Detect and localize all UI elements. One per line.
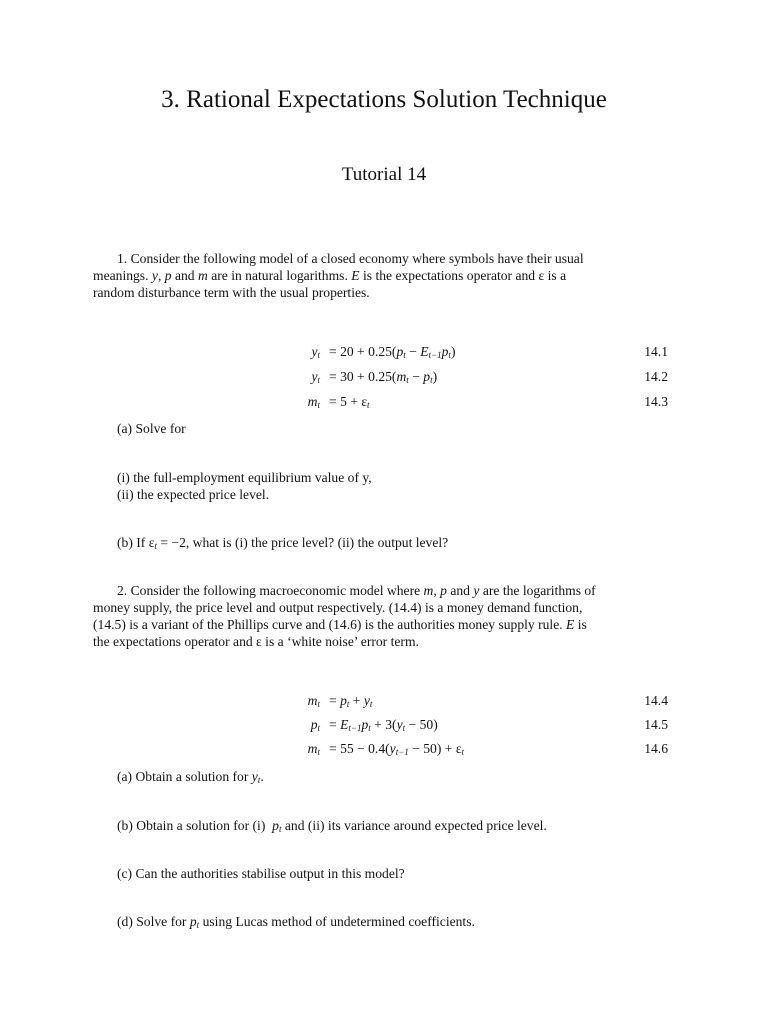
text: , <box>157 268 165 283</box>
var: y <box>251 769 258 784</box>
eq-number: 14.6 <box>644 741 668 756</box>
q1-intro <box>93 250 673 301</box>
eq-sub: t <box>317 747 320 757</box>
q1-part-a: (a) Solve for <box>117 421 186 436</box>
eq-rhs: = $E_{t-1}p_t + 3(y_t - 50)$ <box>329 717 438 733</box>
eq-lhs <box>240 716 320 737</box>
eq-rhs: = $55 - 0.4(y_{t-1} - 50) + \varepsilon_t$ <box>329 741 465 757</box>
var: p <box>272 818 279 833</box>
var-m: m <box>197 268 208 283</box>
var-p: p <box>164 268 172 283</box>
eq-sub: t <box>317 723 320 733</box>
q1-intro-line1: 1. Consider the following model of a closed economy where symbols have their usual <box>117 251 584 266</box>
q1-part-a-ii: (ii) the expected price level. <box>117 487 270 502</box>
eq-number: 14.2 <box>644 369 668 384</box>
eq-lhs <box>240 692 320 713</box>
q1-part-b <box>117 534 677 555</box>
text: using Lucas method of undetermined coefficients. <box>199 914 475 929</box>
text: (b) Obtain a solution for (i) <box>117 818 273 833</box>
text: 2. Consider the following macroeconomic model where <box>117 583 424 598</box>
eq-rhs: = $20 + 0.25(p_t - E_{t-1}p_t)$ <box>329 344 456 360</box>
q2-part-d <box>117 913 677 934</box>
eq-number: 14.5 <box>644 717 668 732</box>
eq-lhs <box>240 343 320 364</box>
text: and <box>446 583 474 598</box>
eq-lhs <box>240 368 320 389</box>
var-p: p <box>440 583 447 598</box>
eq-var: m <box>307 394 318 409</box>
eq-rhs: = $5 + \varepsilon_t$ <box>329 394 370 410</box>
q2-intro-line3 <box>93 616 673 633</box>
q1-intro-line2 <box>93 267 673 284</box>
page-title: 3. Rational Expectations Solution Technique <box>161 86 607 113</box>
eq-lhs <box>240 740 320 761</box>
var-E: E <box>566 617 575 632</box>
text: (14.5) is a variant of the Phillips curve and (14.6) is the authorities money supply rule. <box>93 617 567 632</box>
eq-number: 14.3 <box>644 394 668 409</box>
q1-intro-line3: random disturbance term with the usual properties. <box>93 285 370 300</box>
text: and (ii) its variance around expected price level. <box>281 818 547 833</box>
eq-sub: t <box>317 400 320 410</box>
eq-var: p <box>310 717 318 732</box>
q2-intro-line4: the expectations operator and ε is a ‘white noise’ error term. <box>93 634 419 649</box>
eq-rhs: = $p_t + y_t$ <box>329 693 373 709</box>
eq-number: 14.4 <box>644 693 668 708</box>
var-m: m <box>423 583 434 598</box>
text: . <box>260 769 264 784</box>
q2-intro <box>93 582 673 650</box>
text: is the expectations operator and ε is a <box>359 268 567 283</box>
text: is <box>574 617 587 632</box>
eq-var: m <box>307 741 318 756</box>
eq-var: m <box>307 693 318 708</box>
text: are the logarithms of <box>479 583 596 598</box>
text: and <box>171 268 198 283</box>
q1-part-a-items <box>117 469 677 503</box>
var-y: y <box>473 583 480 598</box>
eq-rhs: = $30 + 0.25(m_t - p_t)$ <box>329 369 438 385</box>
q2-part-c: (c) Can the authorities stabilise output in this model? <box>117 866 405 881</box>
q2-part-b <box>117 817 677 838</box>
eq-number: 14.1 <box>644 344 668 359</box>
text: (b) If ε <box>117 535 155 550</box>
text: (a) Obtain a solution for <box>117 769 252 784</box>
sub: t <box>196 920 200 930</box>
text: , <box>433 583 441 598</box>
var: p <box>189 914 197 929</box>
sub: t <box>154 541 157 551</box>
text: = −2, what is (i) the price level? (ii) the output level? <box>156 535 449 550</box>
q1-part-a-i: (i) the full-employment equilibrium value of y, <box>117 470 372 485</box>
q2-intro-line2: money supply, the price level and output respectively. (14.4) is a money demand function, <box>93 600 583 615</box>
eq-sub: t <box>317 350 320 360</box>
var-y: y <box>151 268 158 283</box>
q2-intro-line1 <box>93 582 673 599</box>
sub: t <box>278 824 282 834</box>
eq-var: y <box>311 344 318 359</box>
var-E: E <box>351 268 360 283</box>
eq-var: y <box>311 369 318 384</box>
eq-sub: t <box>317 375 320 385</box>
text: (d) Solve for <box>117 914 190 929</box>
sub: t <box>257 775 261 785</box>
q2-part-a <box>117 768 677 789</box>
page-subtitle: Tutorial 14 <box>341 164 427 185</box>
text: meanings. <box>93 268 152 283</box>
eq-sub: t <box>317 699 320 709</box>
text: are in natural logarithms. <box>207 268 352 283</box>
eq-lhs <box>240 393 320 414</box>
